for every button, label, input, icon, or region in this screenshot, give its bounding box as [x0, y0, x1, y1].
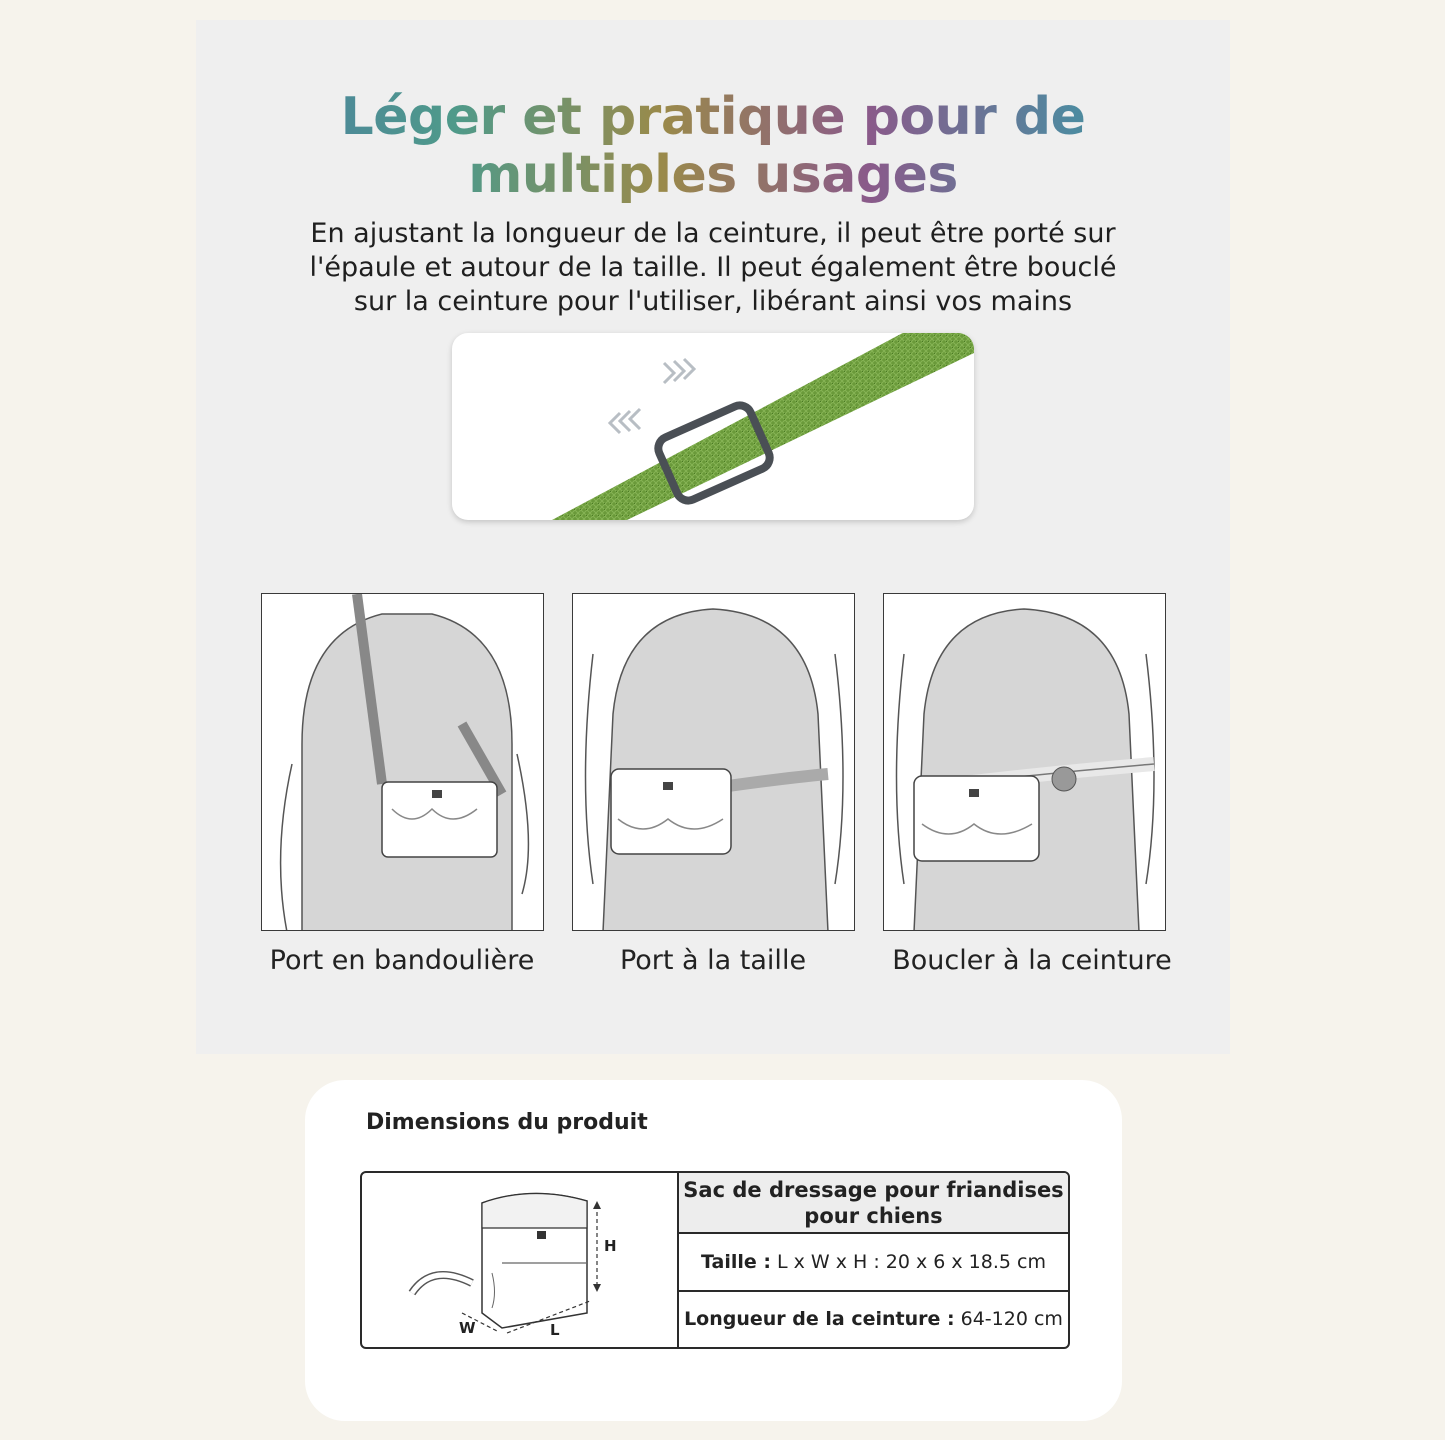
arrows-left-icon	[610, 409, 640, 433]
caption-shoulder: Port en bandoulière	[269, 945, 535, 976]
caption-waist: Port à la taille	[619, 945, 807, 976]
axis-l-label: L	[550, 1321, 560, 1339]
intro-line2: l'épaule et autour de la taille. Il peut également être bouclé	[309, 252, 1117, 283]
size-value: L x W x H : 20 x 6 x 18.5 cm	[776, 1251, 1046, 1273]
dimensions-table	[360, 1171, 1070, 1349]
belt-length-value: 64-120 cm	[960, 1308, 1063, 1330]
caption-belt: Boucler à la ceinture	[892, 945, 1172, 976]
dimensions-title: Dimensions du produit	[366, 1110, 648, 1135]
intro-text	[256, 217, 1170, 319]
intro-line1: En ajustant la longueur de la ceinture, il peut être porté sur	[310, 218, 1116, 249]
waist-carry-image	[572, 593, 855, 931]
bag-diagram	[362, 1173, 679, 1347]
strap-adjuster-image	[452, 333, 974, 520]
belt-clip-image	[883, 593, 1166, 931]
product-name-line1: Sac de dressage pour friandises	[683, 1177, 1064, 1202]
size-label: Taille :	[701, 1251, 771, 1273]
axis-h-label: H	[604, 1237, 617, 1255]
size-row	[679, 1234, 1068, 1292]
axis-w-label: W	[459, 1319, 476, 1337]
headline-line1: Léger et pratique pour de	[340, 87, 1086, 147]
dimensions-card	[305, 1080, 1122, 1421]
feature-panel	[196, 20, 1230, 1054]
arrows-right-icon	[664, 359, 694, 383]
headline-line2: multiples usages	[468, 145, 958, 205]
belt-length-label: Longueur de la ceinture :	[684, 1308, 955, 1330]
product-name-line2: pour chiens	[804, 1203, 943, 1228]
headline	[196, 88, 1230, 204]
strap-illustration	[452, 333, 974, 520]
shoulder-carry-image	[261, 593, 544, 931]
product-name-cell	[679, 1173, 1068, 1234]
intro-line3: sur la ceinture pour l'utiliser, libérant ainsi vos mains	[353, 286, 1073, 317]
belt-length-row	[679, 1291, 1068, 1347]
